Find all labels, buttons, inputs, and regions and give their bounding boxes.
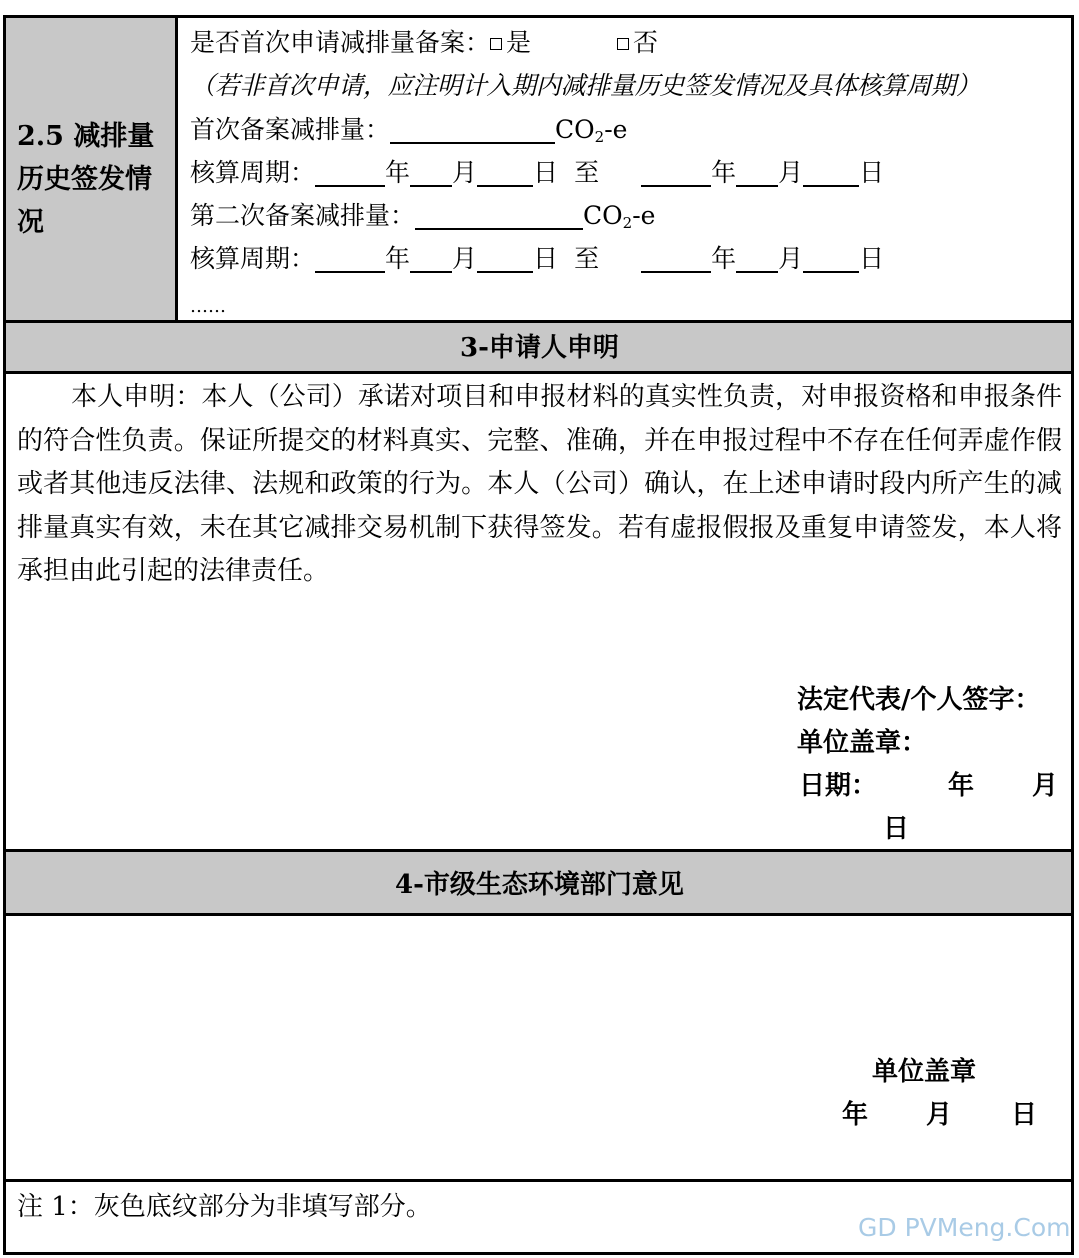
month-text: 月 [452, 244, 478, 273]
month-text: 月 [452, 158, 478, 187]
end-month-field[interactable] [736, 245, 778, 273]
year-text: 年 [385, 158, 411, 187]
first-application-question [190, 29, 658, 57]
unit-e: -e [604, 115, 628, 144]
day-text: 日 [859, 158, 885, 187]
year-text: 年 [385, 244, 411, 273]
start-year-field[interactable] [315, 159, 385, 187]
end-day-field[interactable] [803, 245, 859, 273]
day-text: 日 [533, 158, 559, 187]
date-day: 日 [883, 814, 910, 844]
yes-checkbox[interactable] [490, 38, 502, 50]
unit-sub: 2 [622, 214, 633, 232]
to-text: 至 [574, 244, 600, 273]
period-label: 核算周期： [190, 158, 316, 187]
first-amount-row [190, 116, 627, 144]
unit-sub: 2 [594, 128, 605, 146]
section-4-month: 月 [926, 1100, 953, 1130]
start-day-field[interactable] [477, 245, 533, 273]
second-amount-label: 第二次备案减排量： [190, 201, 416, 230]
month-text: 月 [778, 158, 804, 187]
ellipsis: …… [190, 296, 226, 317]
section-4-day: 日 [1011, 1100, 1038, 1130]
question-label: 是否首次申请减排量备案： [190, 28, 491, 57]
first-amount-label: 首次备案减排量： [190, 115, 391, 144]
start-year-field[interactable] [315, 245, 385, 273]
label-line-3: 况 [17, 207, 44, 238]
end-day-field[interactable] [803, 159, 859, 187]
seal-label: 单位盖章： [797, 728, 928, 758]
yes-option-label: 是 [506, 28, 532, 57]
unit-e: -e [632, 201, 656, 230]
date-year: 年 [948, 771, 975, 801]
date-label: 日期： [799, 771, 878, 801]
day-text: 日 [859, 244, 885, 273]
label-line-1: 2.5 减排量 [17, 121, 155, 152]
no-checkbox[interactable] [617, 38, 629, 50]
section-4-year: 年 [842, 1100, 869, 1130]
end-year-field[interactable] [641, 159, 711, 187]
declaration-paragraph: 本人申明：本人（公司）承诺对项目和申报材料的真实性负责，对申报资格和申报条件的符合性负责。保证所提交的材料真实、完整、准确，并在申报过程中不存在任何弄虚作假或者其他违反法律、法规和政策的行为。本人（公司）确认，在上述申请时段内所产生的减排量真实有效，未在其它减排交易机制下获得签发。若有虚报假报及重复申请签发，本人将承担由此引起的法律责任。 [17, 382, 1062, 586]
footer-note: 注 1：灰色底纹部分为非填写部分。 [17, 1192, 432, 1222]
section-4-seal-label: 单位盖章 [872, 1057, 977, 1087]
date-month: 月 [1032, 771, 1059, 801]
end-month-field[interactable] [736, 159, 778, 187]
day-text: 日 [533, 244, 559, 273]
signature-label: 法定代表/个人签字： [797, 685, 1041, 715]
unit-co2: CO [555, 115, 595, 144]
second-amount-row [190, 202, 655, 230]
first-period-row [190, 159, 884, 187]
non-first-note: （若非首次申请，应注明计入期内减排量历史签发情况及具体核算周期） [190, 71, 981, 100]
second-amount-field[interactable] [415, 202, 583, 230]
start-month-field[interactable] [410, 245, 452, 273]
start-day-field[interactable] [477, 159, 533, 187]
label-line-2: 历史签发情 [17, 164, 152, 195]
section-4-body [3, 913, 1074, 1182]
no-option-label: 否 [633, 28, 659, 57]
month-text: 月 [778, 244, 804, 273]
unit-co2: CO [583, 201, 623, 230]
watermark: GD PVMeng.Com [858, 1213, 1071, 1242]
end-year-field[interactable] [641, 245, 711, 273]
start-month-field[interactable] [410, 159, 452, 187]
period-label: 核算周期： [190, 244, 316, 273]
to-text: 至 [574, 158, 600, 187]
section-4-title: 4-市级生态环境部门意见 [395, 870, 684, 900]
year-text: 年 [711, 244, 737, 273]
section-2-5-label [17, 115, 154, 244]
year-text: 年 [711, 158, 737, 187]
first-amount-field[interactable] [390, 116, 555, 144]
section-3-title: 3-申请人申明 [460, 333, 619, 363]
second-period-row [190, 245, 884, 273]
